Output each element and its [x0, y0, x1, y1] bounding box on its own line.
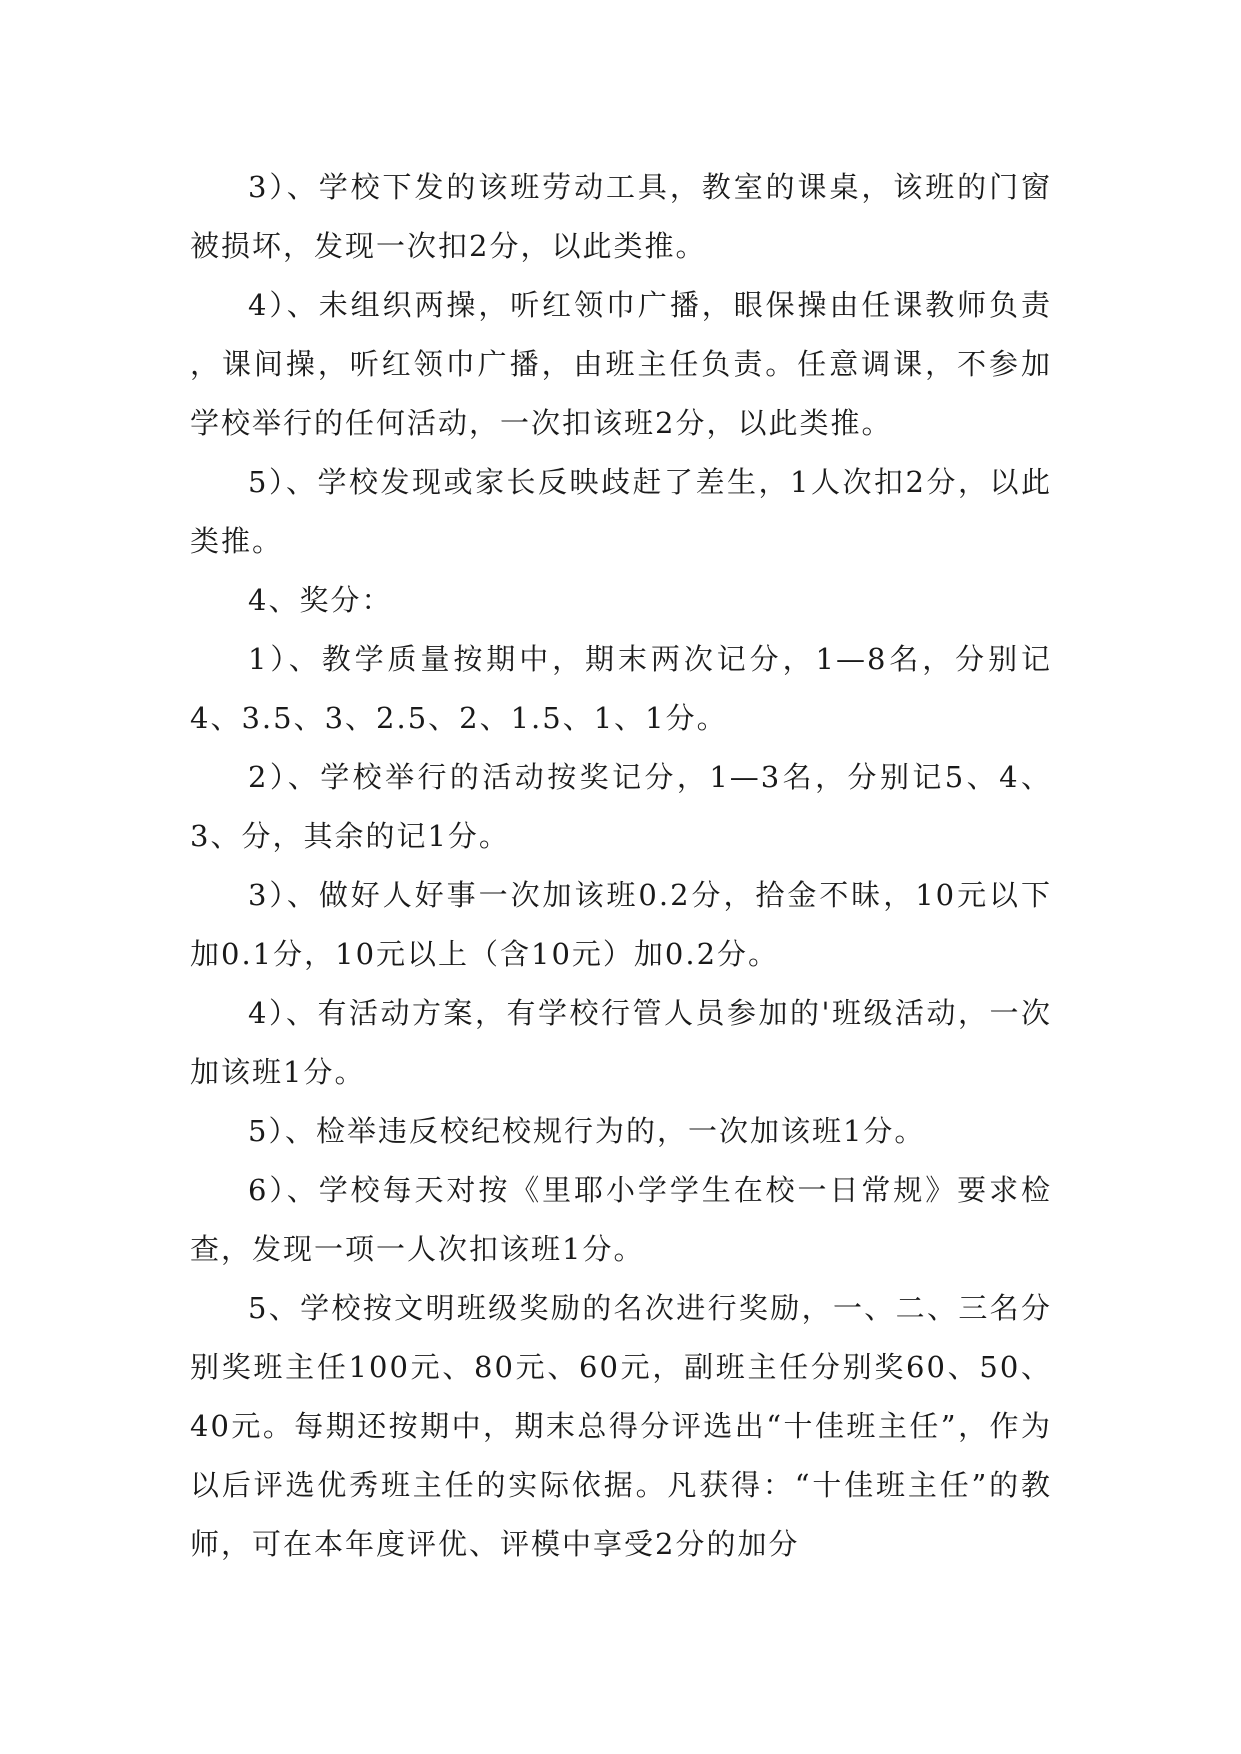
paragraph-bonus-1-teaching-quality: 1）、教学质量按期中，期末两次记分，1—8名，分别记4、3.5、3、2.5、2、1.5、1、1分。 — [190, 642, 1052, 735]
paragraph-item-4-exercises: 4）、未组织两操，听红领巾广播，眼保操由任课教师负责 ，课间操，听红领巾广播，由班主任负责。任意调课，不参加学校举行的任何活动，一次扣该班2分，以此类推。 — [190, 288, 1052, 440]
paragraph-bonus-2-activities: 2）、学校举行的活动按奖记分，1—3名，分别记5、4、3、分，其余的记1分。 — [190, 760, 1052, 853]
paragraph-bonus-6-daily-check: 6）、学校每天对按《里耶小学学生在校一日常规》要求检查，发现一项一人次扣该班1分。 — [190, 1173, 1052, 1266]
paragraph-item-3-tools: 3）、学校下发的该班劳动工具，教室的课桌，该班的门窗被损坏，发现一次扣2分，以此类推。 — [190, 170, 1052, 263]
paragraph-bonus-3-good-deeds: 3）、做好人好事一次加该班0.2分，拾金不昧，10元以下加0.1分，10元以上（含10元）加0.2分。 — [190, 878, 1052, 971]
paragraph-item-5-discrimination: 5）、学校发现或家长反映歧赶了差生，1人次扣2分，以此类推。 — [190, 465, 1052, 558]
document-body — [190, 158, 1052, 1574]
paragraph-bonus-4-class-activity: 4）、有活动方案，有学校行管人员参加的'班级活动，一次加该班1分。 — [190, 996, 1052, 1089]
paragraph-section-5-rewards: 5、学校按文明班级奖励的名次进行奖励，一、二、三名分别奖班主任100元、80元、60元，副班主任分别奖60、50、40元。每期还按期中，期末总得分评选出“十佳班主任”，作为以后评选优秀班主任的实际依据。凡获得：“十佳班主任”的教师，可在本年度评优、评模中享受2分的加分 — [190, 1291, 1052, 1561]
paragraph-bonus-5-reporting: 5）、检举违反校纪校规行为的，一次加该班1分。 — [248, 1114, 926, 1148]
section-heading-bonus-points: 4、奖分： — [248, 583, 393, 617]
